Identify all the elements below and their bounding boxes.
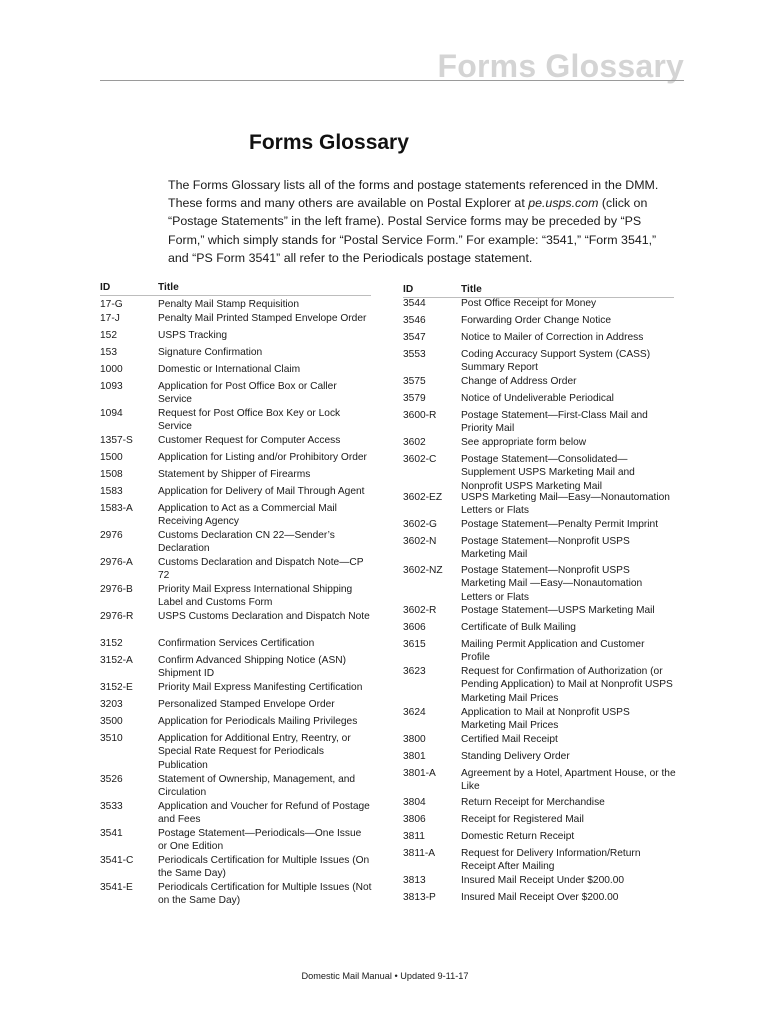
form-id: 153 — [100, 347, 117, 358]
form-id: 17-J — [100, 313, 120, 324]
form-title: Domestic Return Receipt — [461, 831, 575, 842]
form-id: 2976-R — [100, 611, 134, 622]
form-title: Postage Statement—Nonprofit USPS Marketing Mail — [461, 536, 630, 561]
left-title-header: Title — [158, 282, 179, 293]
form-title: Customs Declaration CN 22—Sender’s Declaration — [158, 530, 335, 555]
form-id: 3813 — [403, 875, 426, 886]
form-title: Application for Post Office Box or Caller Service — [158, 381, 337, 406]
form-id: 3152-A — [100, 655, 133, 666]
form-title: Statement of Ownership, Management, and Circulation — [158, 774, 356, 799]
left-header-rule — [100, 295, 371, 296]
form-id: 3602 — [403, 437, 426, 448]
form-id: 2976 — [100, 530, 123, 541]
form-title: Postage Statement—Consolidated—Supplement USPS Marketing Mail and Nonprofit USPS Marketing Mail — [461, 454, 635, 492]
right-id-header: ID — [403, 284, 414, 295]
form-title: Application for Additional Entry, Reentry, or Special Rate Request for Periodicals Publication — [158, 733, 351, 771]
form-title: Notice to Mailer of Correction in Address — [461, 332, 644, 343]
form-id: 3544 — [403, 298, 426, 309]
form-title: Standing Delivery Order — [461, 751, 570, 762]
form-id: 3804 — [403, 797, 426, 808]
form-id: 1000 — [100, 364, 123, 375]
form-title: Postage Statement—USPS Marketing Mail — [461, 605, 655, 616]
intro-paragraph — [168, 176, 668, 267]
form-id: 1583 — [100, 486, 123, 497]
form-title: Domestic or International Claim — [158, 364, 301, 375]
form-title: USPS Customs Declaration and Dispatch Note — [158, 611, 370, 622]
right-title-header: Title — [461, 284, 482, 295]
form-id: 3547 — [403, 332, 426, 343]
form-title: Insured Mail Receipt Over $200.00 — [461, 892, 619, 903]
intro-lead: The Forms Glossary lists all of the forms and postage statements referenced in the DMM. These forms and many others are available on Postal Explorer at — [168, 178, 659, 211]
form-id: 3541 — [100, 828, 123, 839]
form-id: 3602-C — [403, 454, 437, 465]
form-id: 2976-A — [100, 557, 133, 568]
form-id: 3615 — [403, 639, 426, 650]
form-id: 3152-E — [100, 682, 133, 693]
form-title: Confirm Advanced Shipping Notice (ASN) Shipment ID — [158, 655, 346, 680]
form-id: 3600-R — [403, 410, 437, 421]
form-title: Agreement by a Hotel, Apartment House, or the Like — [461, 768, 676, 793]
form-title: Application to Act as a Commercial Mail Receiving Agency — [158, 503, 337, 528]
form-title: Application and Voucher for Refund of Postage and Fees — [158, 801, 370, 826]
form-id: 1093 — [100, 381, 123, 392]
form-title: Postage Statement—Periodicals—One Issue or One Edition — [158, 828, 362, 853]
form-title: Signature Confirmation — [158, 347, 263, 358]
intro-tail: (click on “Postage Statements” in the left frame). Postal Service forms may be preceded by “PS Form,” which simply stands for “Postal Service Form.” For example: “3541,” “Form 3541,” and “PS Form 3541” all refer to the Periodicals postage statement. — [168, 196, 657, 265]
form-id: 3801 — [403, 751, 426, 762]
form-id: 3813-P — [403, 892, 436, 903]
form-title: Request for Delivery Information/Return Receipt After Mailing — [461, 848, 641, 873]
form-id: 3546 — [403, 315, 426, 326]
pe-usps-link[interactable]: pe.usps.com — [528, 196, 599, 211]
form-title: Priority Mail Express Manifesting Certification — [158, 682, 363, 693]
form-id: 17-G — [100, 299, 123, 310]
form-id: 3806 — [403, 814, 426, 825]
form-id: 3500 — [100, 716, 123, 727]
form-title: Periodicals Certification for Multiple Issues (Not on the Same Day) — [158, 882, 372, 907]
form-title: USPS Tracking — [158, 330, 228, 341]
form-title: Notice of Undeliverable Periodical — [461, 393, 614, 404]
header-divider — [100, 80, 684, 81]
form-id: 3553 — [403, 349, 426, 360]
running-header-title: Forms Glossary — [437, 48, 684, 84]
form-id: 3800 — [403, 734, 426, 745]
form-title: Mailing Permit Application and Customer Profile — [461, 639, 645, 664]
form-title: Application for Listing and/or Prohibitory Order — [158, 452, 367, 463]
form-id: 3602-NZ — [403, 565, 443, 576]
form-title: Return Receipt for Merchandise — [461, 797, 605, 808]
forms-table-left — [100, 298, 375, 918]
form-title: Customs Declaration and Dispatch Note—CP 72 — [158, 557, 364, 582]
form-title: Receipt for Registered Mail — [461, 814, 584, 825]
form-id: 2976-B — [100, 584, 133, 595]
form-title: Customer Request for Computer Access — [158, 435, 341, 446]
form-id: 1094 — [100, 408, 123, 419]
form-id: 3203 — [100, 699, 123, 710]
form-id: 3541-E — [100, 882, 133, 893]
form-id: 3579 — [403, 393, 426, 404]
left-id-header: ID — [100, 282, 111, 293]
form-id: 3606 — [403, 622, 426, 633]
form-title: Application for Delivery of Mail Through Agent — [158, 486, 365, 497]
form-id: 3602-EZ — [403, 492, 443, 503]
form-id: 3623 — [403, 666, 426, 677]
form-id: 3510 — [100, 733, 123, 744]
form-id: 1583-A — [100, 503, 133, 514]
form-title: Postage Statement—First-Class Mail and Priority Mail — [461, 410, 648, 435]
form-id: 3602-G — [403, 519, 437, 530]
form-title: Penalty Mail Stamp Requisition — [158, 299, 299, 310]
form-title: Priority Mail Express International Shipping Label and Customs Form — [158, 584, 353, 609]
form-id: 1500 — [100, 452, 123, 463]
form-id: 3575 — [403, 376, 426, 387]
forms-table-right — [403, 297, 678, 917]
form-id: 3541-C — [100, 855, 134, 866]
form-id: 3602-R — [403, 605, 437, 616]
form-id: 3811 — [403, 831, 425, 842]
form-title: Insured Mail Receipt Under $200.00 — [461, 875, 625, 886]
form-title: See appropriate form below — [461, 437, 587, 448]
form-title: Confirmation Services Certification — [158, 638, 315, 649]
form-id: 3602-N — [403, 536, 437, 547]
form-id: 3152 — [100, 638, 123, 649]
form-title: Periodicals Certification for Multiple Issues (On the Same Day) — [158, 855, 370, 880]
page-footer: Domestic Mail Manual • Updated 9-11-17 — [301, 971, 469, 981]
form-title: USPS Marketing Mail—Easy—Nonautomation Letters or Flats — [461, 492, 670, 517]
form-title: Post Office Receipt for Money — [461, 298, 597, 309]
form-id: 3624 — [403, 707, 426, 718]
form-id: 1508 — [100, 469, 123, 480]
form-id: 3526 — [100, 774, 123, 785]
form-title: Forwarding Order Change Notice — [461, 315, 612, 326]
form-id: 3801-A — [403, 768, 436, 779]
form-title: Change of Address Order — [461, 376, 577, 387]
form-title: Certificate of Bulk Mailing — [461, 622, 576, 633]
form-title: Certified Mail Receipt — [461, 734, 558, 745]
form-id: 1357-S — [100, 435, 133, 446]
form-title: Personalized Stamped Envelope Order — [158, 699, 335, 710]
form-title: Request for Confirmation of Authorization (or Pending Application) to Mail at Nonprofit USPS Marketing Mail Prices — [461, 666, 673, 704]
form-id: 3811-A — [403, 848, 436, 859]
form-title: Coding Accuracy Support System (CASS) Summary Report — [461, 349, 651, 374]
form-title: Request for Post Office Box Key or Lock Service — [158, 408, 341, 433]
form-id: 3533 — [100, 801, 123, 812]
form-title: Application to Mail at Nonprofit USPS Marketing Mail Prices — [461, 707, 630, 732]
form-title: Application for Periodicals Mailing Privileges — [158, 716, 358, 727]
form-title: Postage Statement—Penalty Permit Imprint — [461, 519, 659, 530]
form-title: Postage Statement—Nonprofit USPS Marketing Mail —Easy—Nonautomation Letters or Flats — [461, 565, 643, 603]
form-id: 152 — [100, 330, 117, 341]
form-title: Penalty Mail Printed Stamped Envelope Order — [158, 313, 367, 324]
page-title: Forms Glossary — [249, 131, 409, 154]
form-title: Statement by Shipper of Firearms — [158, 469, 311, 480]
